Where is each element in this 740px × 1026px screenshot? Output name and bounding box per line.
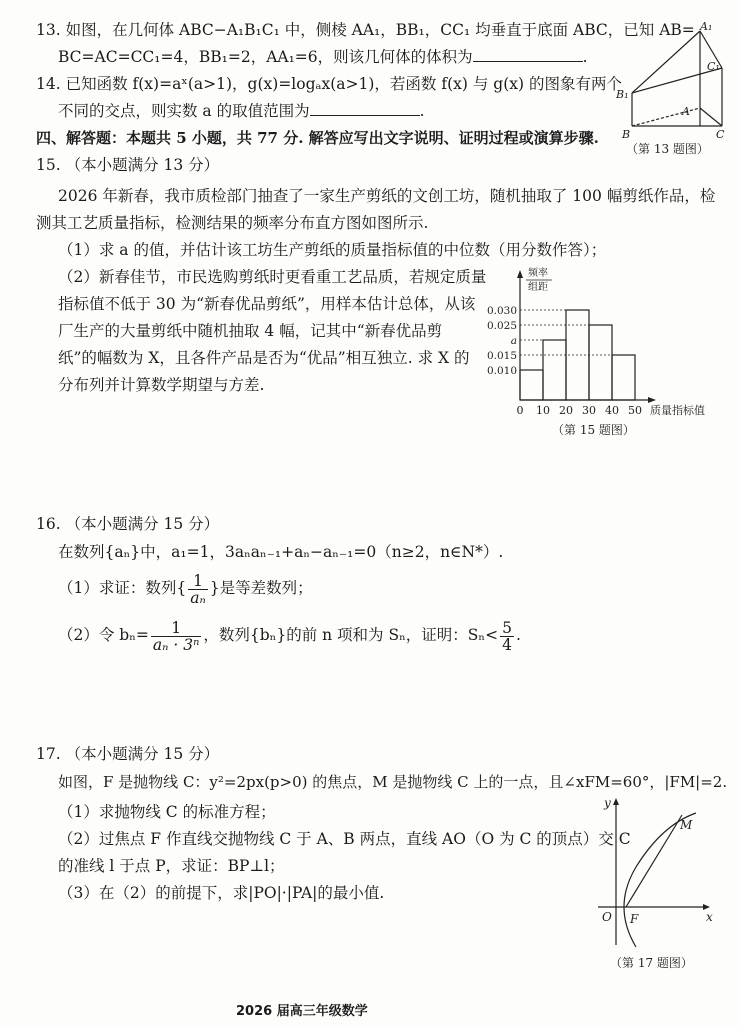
q15-s2-2: 指标值不低于 30 为“新春优品剪纸”，用样本估计总体，从该 [58, 295, 476, 313]
q15-bar [612, 355, 635, 400]
q17-label-x: x [706, 910, 713, 924]
q17-figure [588, 795, 718, 985]
q13-figure [612, 18, 727, 158]
q17-title: 17. （本小题满分 15 分） [36, 745, 220, 763]
q17-figure-caption: （第 17 题图） [610, 956, 693, 970]
q15-s1: （1）求 a 的值，并估计该工坊生产剪纸的质量指标值的中位数（用分数作答）； [58, 241, 607, 259]
q17-label-y: y [604, 796, 611, 810]
q17-line3: （2）过焦点 F 作直线交抛物线 C 于 A、B 两点，直线 AO（O 为 C 的顶点）交 C [58, 830, 631, 848]
q15-ytick-label: 0.015 [486, 350, 517, 362]
q15-s2-4: 纸”的幅数为 X，且各件产品是否为“优品”相互独立. 求 X 的 [58, 349, 470, 367]
q17-line4: 的准线 l 于点 P，求证：BP⊥l； [58, 857, 285, 875]
q13-figure-caption: （第 13 题图） [626, 142, 709, 156]
q16-54-den: 4 [502, 635, 512, 654]
q16-frac-num: 1 [188, 573, 208, 590]
q15-y-arrow [517, 270, 523, 278]
q16-line2-pre: （1）求证：数列{ [58, 579, 187, 597]
q17-line5: （3）在（2）的前提下，求|PO|·|PA|的最小值. [58, 884, 385, 902]
q17-y-arrow [613, 798, 619, 805]
q16-line3-mid: ，数列{bₙ}的前 n 项和为 Sₙ，证明：Sₙ< [203, 626, 499, 644]
q15-ylabel-den: 组距 [528, 282, 548, 293]
q15-s2-1: （2）新春佳节，市民选购剪纸时更看重工艺品质，若规定质量 [58, 268, 487, 286]
q13-line2 [58, 47, 588, 67]
q16-bn-den: aₙ · 3ⁿ [152, 635, 200, 654]
q15-xlabel: 质量指标值 [650, 404, 705, 417]
q15-bar [520, 370, 543, 400]
q15-p2: 测其工艺质量指标，检测结果的频率分布直方图如图所示. [36, 214, 429, 232]
q16-54-num: 5 [502, 618, 512, 637]
q17-parabola [624, 813, 696, 947]
q16-frac-1-over-an [188, 573, 208, 606]
q16-bn-num: 1 [151, 620, 201, 637]
q15-histogram [486, 262, 730, 442]
q15-xtick-label: 10 [536, 404, 550, 417]
q13-line2-end: . [582, 48, 588, 66]
q17-line2: （1）求抛物线 C 的标准方程； [58, 803, 276, 821]
q14-answer-blank[interactable] [310, 102, 420, 116]
q15-s2-3: 厂生产的大量剪纸中随机抽取 4 幅，记其中“新春优品剪 [58, 322, 443, 340]
q13-answer-blank[interactable] [473, 48, 583, 62]
q16-frac-bn [151, 620, 201, 653]
q15-ylabel-num: 频率 [528, 268, 548, 279]
q15-bar [589, 325, 612, 400]
q16-line3-pre: （2）令 bₙ= [58, 626, 149, 644]
q17-line1: 如图，F 是抛物线 C：y²=2px(p>0) 的焦点，M 是抛物线 C 上的一点，且∠xFM=60°，|FM|=2. [58, 773, 728, 791]
q15-ytick-label: a [510, 335, 517, 347]
q16-frac-5-4 [500, 620, 514, 653]
q16-line2-post: }是等差数列； [209, 579, 313, 597]
q16-line1: 在数列{aₙ}中，a₁=1，3aₙaₙ₋₁+aₙ−aₙ₋₁=0（n≥2，n∈N*）. [58, 543, 504, 561]
q16-line2 [58, 570, 313, 606]
page-footer [236, 1000, 368, 1019]
q15-ytick-label: 0.010 [486, 365, 517, 377]
q13-label-c1: C₁ [707, 60, 720, 73]
q16-frac-den: aₙ [190, 588, 206, 607]
q17-label-f: F [630, 912, 639, 926]
q15-xtick-label: 0 [516, 404, 524, 417]
q17-line-fm [626, 815, 682, 907]
q13-label-c: C [716, 128, 725, 141]
q13-line2-text: BC=AC=CC₁=4，BB₁=2，AA₁=6，则该几何体的体积为 [58, 48, 473, 66]
q15-bar [543, 340, 566, 400]
q15-xtick-label: 30 [582, 404, 596, 417]
section-4-heading: 四、解答题：本题共 5 小题，共 77 分. 解答应写出文字说明、证明过程或演算步骤. [36, 129, 599, 147]
q13-label-b: B [622, 128, 631, 141]
q15-p1: 2026 年新春，我市质检部门抽查了一家生产剪纸的文创工坊，随机抽取了 100 幅剪纸作品，检 [58, 187, 716, 205]
q16-title: 16. （本小题满分 15 分） [36, 515, 220, 533]
q15-figure-caption: （第 15 题图） [552, 423, 635, 437]
q14-line2-end: . [419, 102, 425, 120]
q13-line1: 13. 如图，在几何体 ABC−A₁B₁C₁ 中，侧棱 AA₁，BB₁，CC₁ 均垂直于底面 ABC，已知 AB= [36, 21, 695, 39]
q15-ytick-label: 0.025 [486, 320, 517, 332]
q13-edge-ac [700, 108, 722, 126]
q15-ytick-label: 0.030 [486, 305, 517, 317]
q14-line1: 14. 已知函数 f(x)=aˣ(a>1)，g(x)=logₐx(a>1)，若函数 f(x) 与 g(x) 的图象有两个 [36, 75, 622, 93]
q17-label-m: M [680, 818, 693, 832]
q16-line3-end: . [516, 626, 521, 644]
q14-line2-text: 不同的交点，则实数 a 的取值范围为 [58, 102, 310, 120]
q13-label-a1: A₁ [700, 20, 713, 33]
q15-xtick-label: 50 [628, 404, 642, 417]
q16-line3 [58, 617, 521, 653]
q15-xtick-label: 40 [605, 404, 619, 417]
q13-label-a: A [682, 105, 690, 118]
q17-label-o: O [602, 910, 612, 924]
footer-text: 2026 届高三年级数学 [236, 1004, 368, 1019]
q15-s2-5: 分布列并计算数学期望与方差. [58, 376, 265, 394]
q15-x-arrow [648, 397, 656, 403]
q13-label-b1: B₁ [616, 88, 629, 101]
q15-title: 15. （本小题满分 13 分） [36, 156, 220, 174]
q14-line2 [58, 101, 425, 121]
q15-xtick-label: 20 [559, 404, 573, 417]
